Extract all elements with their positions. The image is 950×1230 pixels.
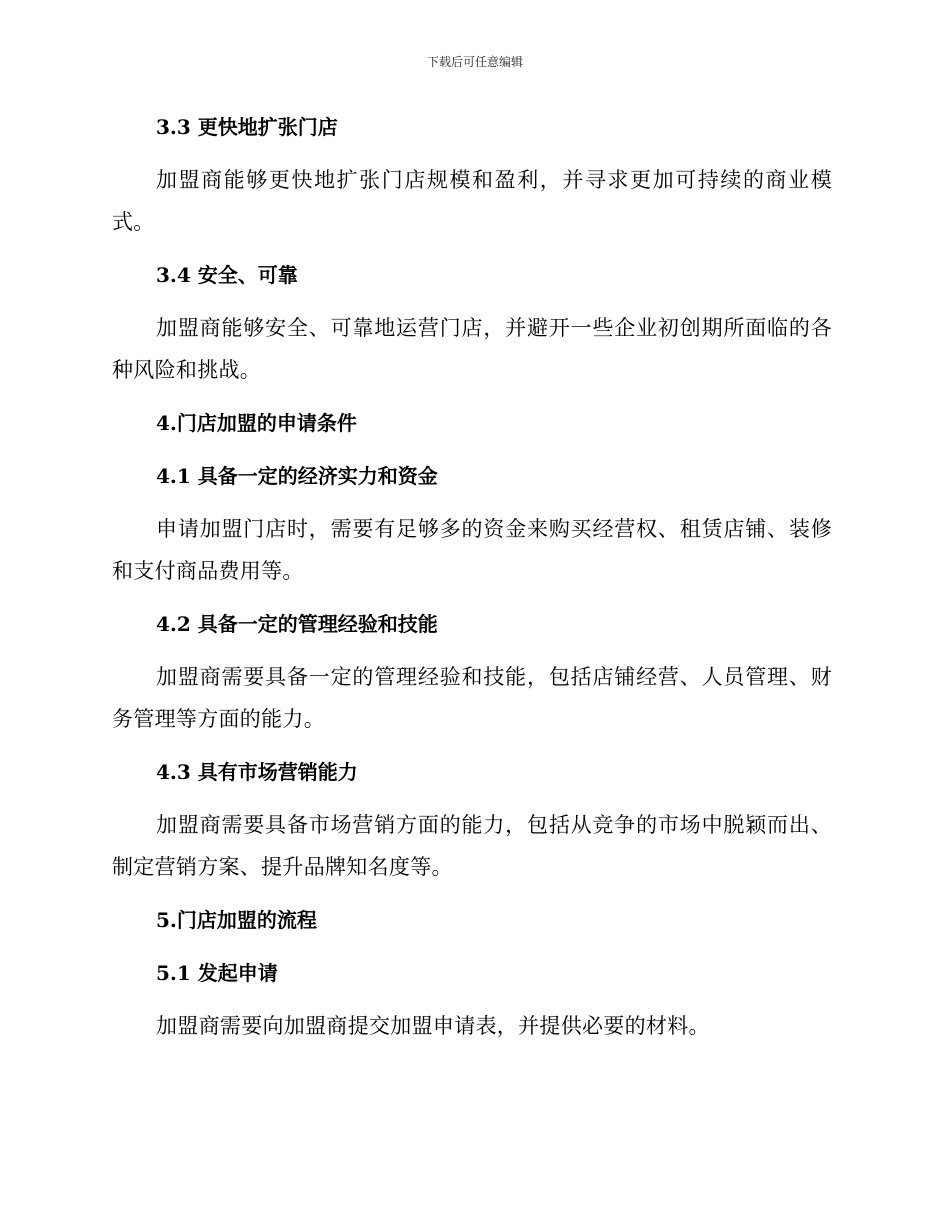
section-heading-3-3: 3.3 更快地扩张门店 — [156, 115, 338, 139]
section-heading-4-3: 4.3 具有市场营销能力 — [156, 760, 358, 784]
paragraph-3-4: 加盟商能够安全、可靠地运营门店，并避开一些企业初创期所面临的各种风险和挑战。 — [112, 316, 832, 382]
paragraph-5-1: 加盟商需要向加盟商提交加盟申请表，并提供必要的材料。 — [156, 1014, 710, 1038]
section-heading-3-4: 3.4 安全、可靠 — [156, 263, 298, 287]
section-heading-4-2: 4.2 具备一定的管理经验和技能 — [156, 612, 438, 636]
section-heading-5: 5.门店加盟的流程 — [156, 908, 317, 932]
paragraph-4-1: 申请加盟门店时，需要有足够多的资金来购买经营权、租赁店铺、装修和支付商品费用等。 — [112, 517, 832, 583]
paragraph-4-2: 加盟商需要具备一定的管理经验和技能，包括店铺经营、人员管理、财务管理等方面的能力。 — [112, 665, 832, 731]
paragraph-3-3: 加盟商能够更快地扩张门店规模和盈利，并寻求更加可持续的商业模式。 — [112, 168, 832, 234]
section-heading-5-1: 5.1 发起申请 — [156, 961, 278, 985]
section-heading-4-1: 4.1 具备一定的经济实力和资金 — [156, 464, 438, 488]
paragraph-4-3: 加盟商需要具备市场营销方面的能力，包括从竞争的市场中脱颖而出、制定营销方案、提升品牌知名度等。 — [112, 813, 832, 879]
section-heading-4: 4.门店加盟的申请条件 — [156, 411, 357, 435]
document-body — [112, 106, 832, 1058]
page-header: 下载后可任意编辑 — [426, 55, 523, 69]
